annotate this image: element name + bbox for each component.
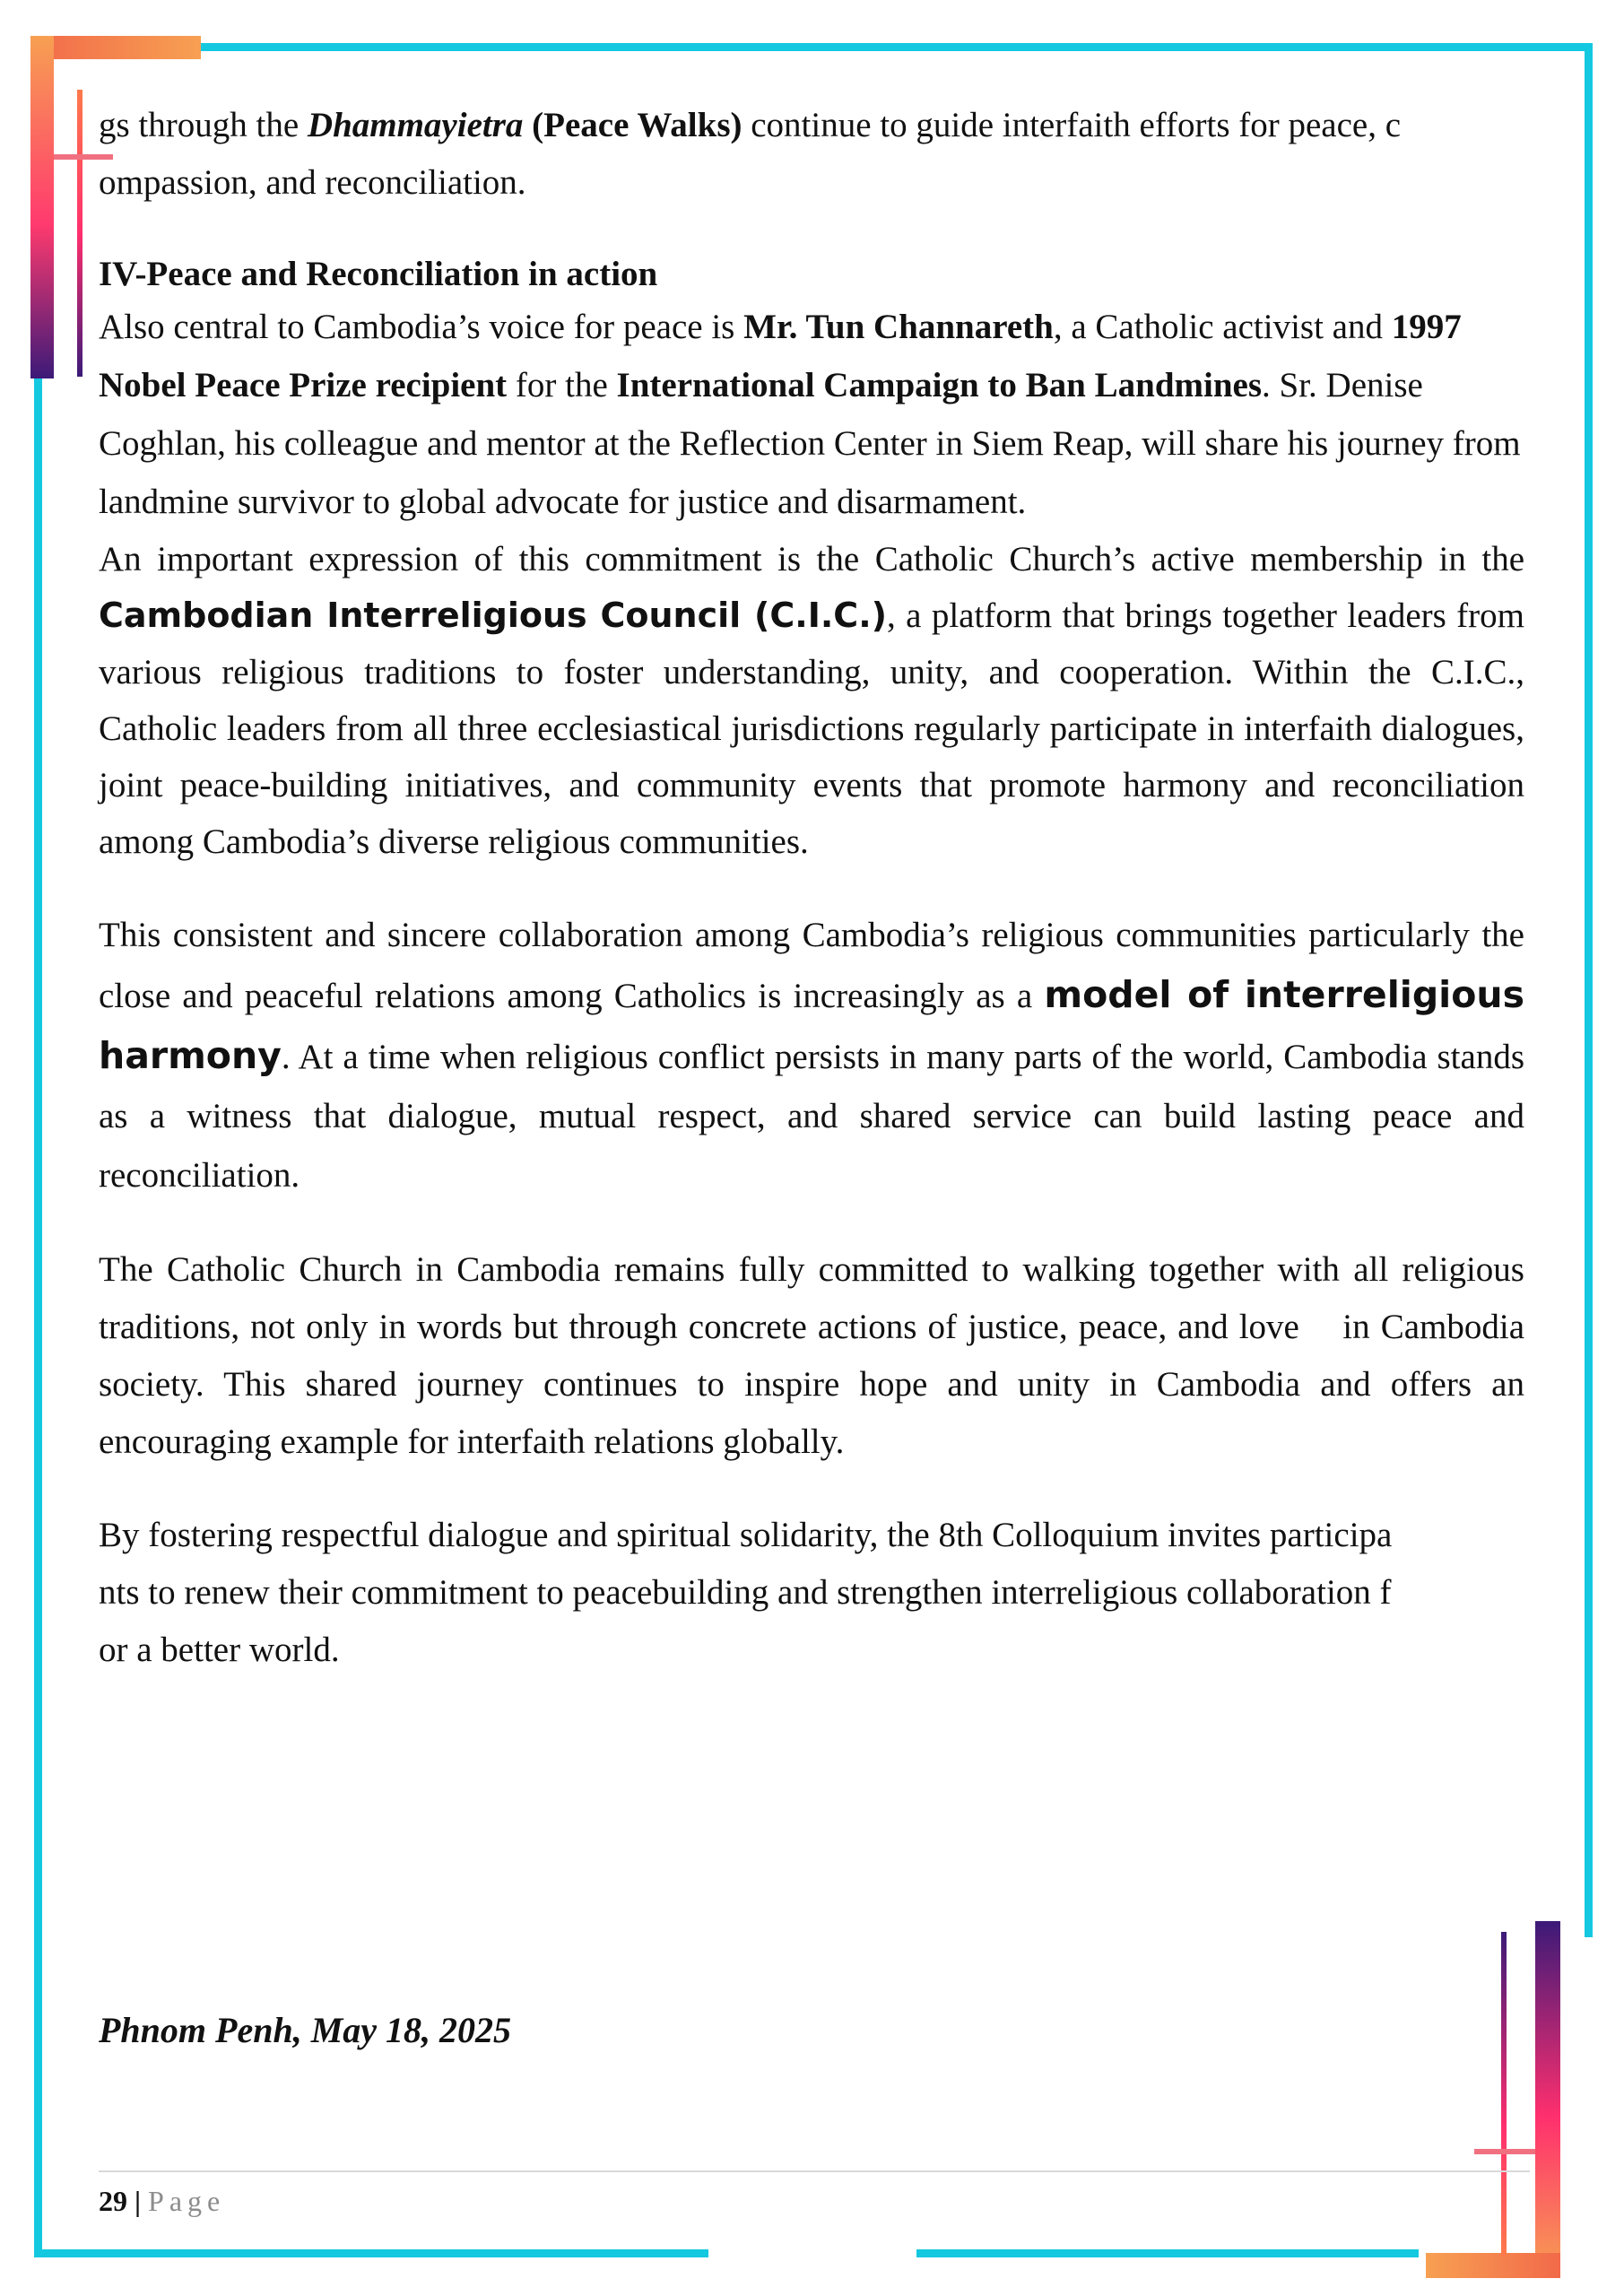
text-run: This consistent and sincere collaboration among Cambodia’s religious communities particularly the close and peaceful relations among Catholics is increasingly as a [99,916,1524,1015]
frame-top-border [81,43,1593,51]
frame-left-border [34,377,42,2257]
landmines-campaign-name: International Campaign to Ban Landmines [616,366,1263,404]
footer-divider [99,2170,1530,2172]
cross-bar [1474,2149,1535,2154]
dhammayietra-term: Dhammayietra [307,106,524,144]
text-run: An important expression of this commitment is the Catholic Church’s active membership in the [99,540,1524,578]
text-run: . At a time when religious conflict persists in many parts of the world, Cambodia stands as a witness that dialogue, mutual respect, and shared service can build lasting peace and reconciliation. [99,1038,1524,1195]
purple-corner-vertical [1535,1921,1560,2276]
text-run: ompassion, and reconciliation. [99,163,526,202]
paragraph-model-harmony [99,906,1524,1205]
section-heading: IV-Peace and Reconciliation in action [99,255,658,293]
cic-name: Cambodian Interreligious Council (C.I.C.) [99,596,887,635]
nobel-prize-phrase: 1997 Nobel Peace Prize recipient [99,308,1462,404]
paragraph-church-commitment: The Catholic Church in Cambodia remains fully committed to walking together with all religious traditions, not only in words but through concrete actions of justice, peace, and love in Cambodia society. This shared journey continues to inspire hope and unity in Cambodia and offers an encouraging example for interfaith relations globally. [99,1250,1524,1461]
signature-place-date: Phnom Penh, May 18, 2025 [99,2010,512,2050]
text-run: By fostering respectful dialogue and spiritual solidarity, the 8th Colloquium invites participa [99,1516,1393,1554]
document-body [99,97,1524,1679]
text-run: , a Catholic activist and [1053,308,1392,346]
text-run: Also central to Cambodia’s voice for peace is [99,308,744,346]
orange-corner-horizontal [30,36,201,59]
text-run: . Sr. Denise Coghlan, his colleague and mentor at the Reflection Center in Siem Reap, will share his journey from landmine survivor to global advocate for justice and disarmament. [99,366,1521,521]
footer-separator: | [127,2185,149,2217]
text-run: or a better world. [99,1631,340,1669]
thin-vertical-line [1501,1932,1507,2257]
text-run [523,106,532,144]
frame-bottom-right-border [916,2249,1419,2257]
tun-channareth-name: Mr. Tun Channareth [743,308,1054,346]
text-run: gs through the [99,106,308,144]
peace-walks-term: (Peace Walks) [532,106,743,144]
paragraph-tun-channareth [99,298,1524,531]
frame-bottom-left-border [34,2249,708,2257]
text-run: continue to guide interfaith efforts for peace, c [742,106,1402,144]
paragraph-colloquium [99,1507,1524,1679]
paragraph-cic [99,531,1524,870]
orange-corner-vertical [30,36,54,378]
page-label: Page [148,2185,226,2217]
orange-corner-horizontal [1426,2253,1560,2278]
text-run: for the [507,366,617,404]
model-harmony-phrase: model of interreligious harmony [99,973,1524,1077]
page-footer [99,2185,225,2218]
paragraph-peace-walks [99,97,1524,212]
text-run: , a platform that brings together leaders from various religious traditions to foster understanding, unity, and cooperation. Within the C.I.C., Catholic leaders from all three ecclesiastical jurisdictions regularly participate in interfaith dialogues, joint peace-building initiatives, and community events that promote harmony and reconciliation among Cambodia’s diverse religious communities. [99,596,1524,861]
frame-right-border [1585,43,1593,1937]
page-number: 29 [99,2185,127,2217]
thin-vertical-line [77,90,83,377]
corner-ornament-bottom-right [1399,1919,1624,2296]
text-run: nts to renew their commitment to peacebuilding and strengthen interreligious collaboration f [99,1573,1392,1612]
